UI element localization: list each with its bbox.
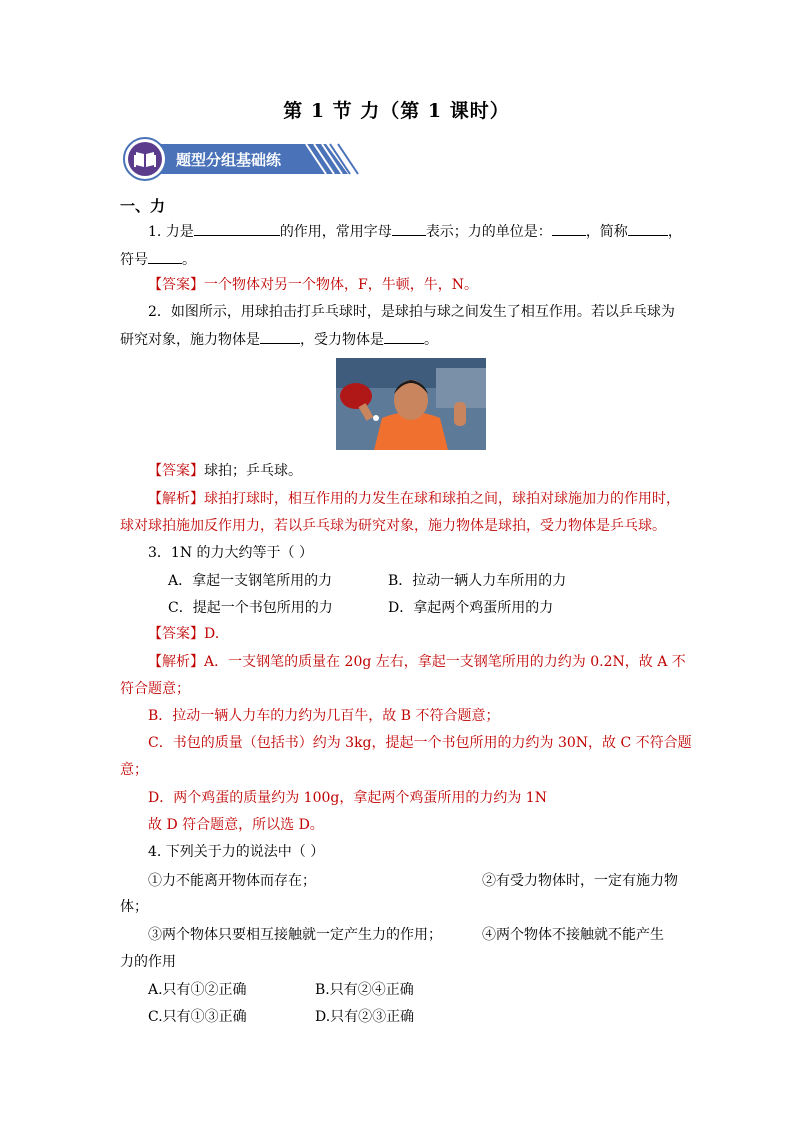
analysis-text: A．一支钢笔的质量在 20g 左右，拿起一支钢笔所用的力约为 0.2N，故 A 不 [204,654,686,670]
q2-line1: 2．如图所示，用球拍击打乒乓球时，是球拍与球之间发生了相互作用。若以乒乓球为 [148,304,675,320]
q3-analysis-7: 故 D 符合题意，所以选 D。 [148,817,324,833]
q1-text-7: 。 [182,252,196,268]
q1-text-1: 1. 力是 [148,224,194,240]
answer-tag: 【答案】 [148,626,204,642]
q1-text-3: 表示；力的单位是： [425,224,552,240]
q4-statement-3: ③两个物体只要相互接触就一定产生力的作用； [148,927,442,943]
q1-line2 [120,249,676,270]
q4-option-d: D.只有②③正确 [315,1009,415,1025]
q4-statement-2-cont: 体； [120,899,148,915]
q1-text-2: 的作用，常用字母 [279,224,392,240]
q2-analysis-1 [148,489,704,509]
answer-text: D. [204,626,220,642]
analysis-text: 球拍打球时，相互作用的力发生在球和球拍之间，球拍对球施加力的作用时， [204,491,680,507]
banner-label: 题型分组基础练 [176,151,282,169]
section-banner [120,136,360,182]
q1-answer [148,275,704,295]
blank [552,221,586,236]
analysis-tag: 【解析】 [148,654,204,670]
q2-answer [148,461,704,481]
q4-statement-4: ④两个物体不接触就不能产生 [482,927,664,943]
ping-pong-photo [336,358,486,450]
q1-text-6: 符号 [120,252,148,268]
q3-option-d: D．拿起两个鸡蛋所用的力 [388,600,554,616]
q4-statement-2: ②有受力物体时，一定有施力物 [482,873,678,889]
answer-text: 球拍；乒乓球。 [204,463,302,479]
page-title: 第 1 节 力（第 1 课时） [283,100,510,122]
answer-tag: 【答案】 [148,463,204,479]
blank [392,221,426,236]
q4-option-a: A.只有①②正确 [148,982,247,998]
q3-answer [148,624,704,644]
q2-analysis-2: 球对球拍施加反作用力，若以乒乓球为研究对象，施力物体是球拍，受力物体是乒乓球。 [120,518,666,534]
q2-text-b: ，受力物体是 [300,332,384,348]
q2-line2 [120,329,676,350]
blank [628,221,668,236]
q3-option-c: C．提起一个书包所用的力 [168,600,333,616]
section-heading: 一、力 [120,197,166,215]
q3-analysis-4: C．书包的质量（包括书）约为 3kg，提起一个书包所用的力约为 30N，故 C 不符合题 [148,735,692,751]
q4-option-b: B.只有②④正确 [315,982,414,998]
q1-text-4: ，简称 [585,224,628,240]
q3-analysis-2: 符合题意； [120,681,190,697]
q3-option-b: B．拉动一辆人力车所用的力 [388,573,567,589]
q2-text-a: 研究对象，施力物体是 [120,332,260,348]
q3-analysis-6: D．两个鸡蛋的质量约为 100g，拿起两个鸡蛋所用的力约为 1N [148,790,547,806]
answer-tag: 【答案】 [148,277,204,293]
blank [384,329,424,344]
book-icon [134,149,156,169]
q4-option-c: C.只有①③正确 [148,1009,247,1025]
analysis-tag: 【解析】 [148,491,204,507]
q3-analysis-1 [148,652,704,672]
q1-line1 [148,221,704,242]
blank [260,329,300,344]
blank [194,221,280,236]
q4-statement-4-cont: 力的作用 [120,954,176,970]
q3-option-a: A．拿起一支钢笔所用的力 [168,573,333,589]
answer-text: 一个物体对另一个物体，F，牛顿，牛，N。 [204,277,478,293]
q4-statement-1: ①力不能离开物体而存在； [148,873,316,889]
q4-stem: 4. 下列关于力的说法中（ ） [148,844,325,860]
blank [148,249,182,264]
q3-stem: 3．1N 的力大约等于（ ） [148,545,313,561]
ping-pong-illustration [336,358,486,450]
q3-analysis-5: 意； [120,762,148,778]
q1-text-5: ， [667,224,682,240]
q2-text-c: 。 [424,332,438,348]
q3-analysis-3: B．拉动一辆人力车的力约为几百牛，故 B 不符合题意； [148,708,500,724]
